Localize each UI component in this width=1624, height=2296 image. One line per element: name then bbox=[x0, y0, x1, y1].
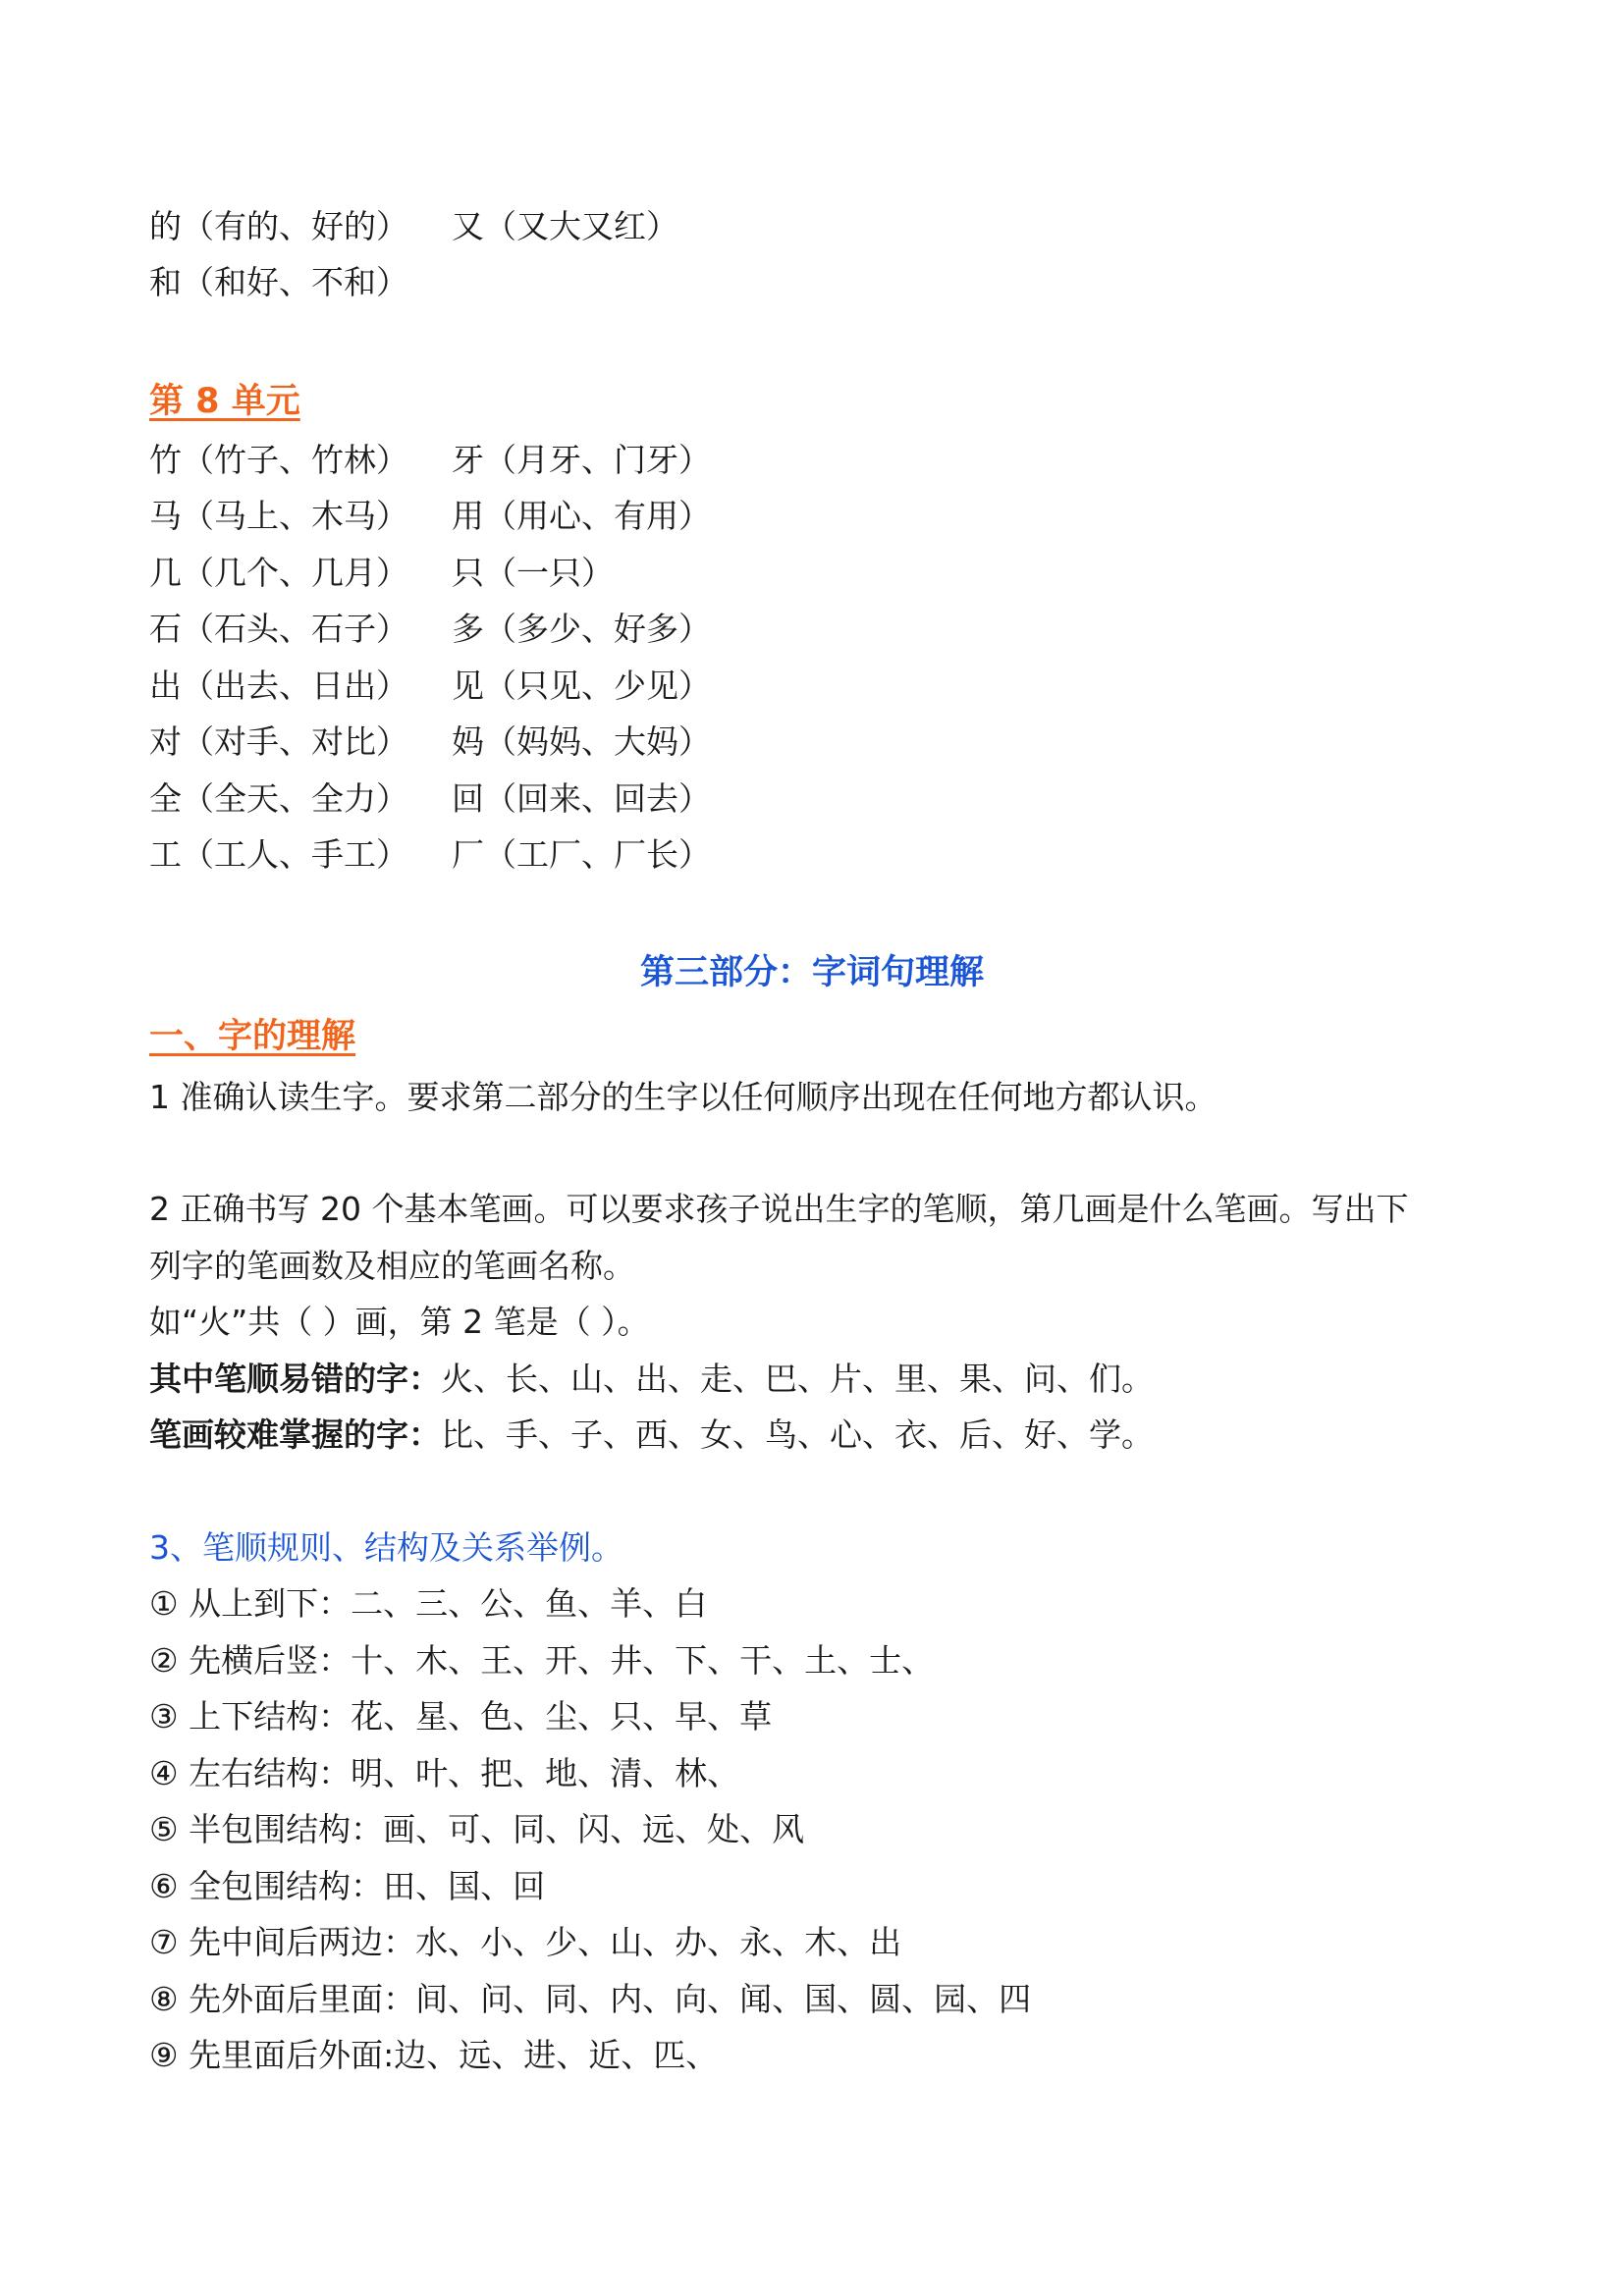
hard-chars-label: 笔画较难掌握的字： bbox=[149, 1415, 441, 1454]
word-entry-left: 出（出去、日出） bbox=[149, 667, 408, 705]
section-1-title: 一、字的理解 bbox=[149, 1017, 356, 1056]
word-entry-right: 回（回来、回去） bbox=[452, 779, 711, 818]
word-pair-row bbox=[149, 777, 711, 821]
word-pair-row bbox=[149, 665, 711, 708]
hard-chars: 比、手、子、西、女、鸟、心、衣、后、好、学。 bbox=[441, 1415, 1154, 1454]
stroke-rule-item: ① 从上到下：二、三、公、鱼、羊、白 bbox=[149, 1584, 708, 1623]
word-entry-left: 的（有的、好的） bbox=[149, 207, 408, 245]
stroke-rule-item: ③ 上下结构：花、星、色、尘、只、早、草 bbox=[149, 1697, 773, 1735]
word-pair-row bbox=[149, 608, 711, 651]
word-pair-row bbox=[149, 721, 711, 764]
error-prone-label: 其中笔顺易错的字： bbox=[149, 1360, 441, 1398]
word-entry-left: 几（几个、几月） bbox=[149, 554, 408, 592]
example-question: 如“火”共（ ）画，第 2 笔是（ ）。 bbox=[149, 1303, 650, 1341]
part-3-title: 第三部分：字词句理解 bbox=[639, 953, 984, 992]
stroke-rule-item: ⑥ 全包围结构：田、国、回 bbox=[149, 1867, 546, 1905]
stroke-rule-item: ⑨ 先里面后外面:边、远、进、近、匹、 bbox=[149, 2036, 719, 2074]
word-entry-left: 工（工人、手工） bbox=[149, 835, 408, 874]
word-entry-left: 竹（竹子、竹林） bbox=[149, 441, 408, 479]
error-prone-chars: 火、长、山、出、走、巴、片、里、果、问、们。 bbox=[441, 1360, 1154, 1398]
item-2-text-line2: 列字的笔画数及相应的笔画名称。 bbox=[149, 1247, 635, 1285]
word-pair-row bbox=[149, 833, 711, 877]
item-2-text-line1: 2 正确书写 20 个基本笔画。可以要求孩子说出生字的笔顺，第几画是什么笔画。写出下 bbox=[149, 1190, 1409, 1228]
word-entry-left: 石（石头、石子） bbox=[149, 610, 408, 648]
stroke-rule-item: ⑧ 先外面后里面：间、问、同、内、向、闻、国、圆、园、四 bbox=[149, 1980, 1032, 2018]
word-entry-right: 多（多少、好多） bbox=[452, 610, 711, 648]
word-entry-right: 只（一只） bbox=[452, 554, 614, 592]
word-entry-right: 厂（工厂、厂长） bbox=[452, 835, 711, 874]
word-entry-right: 牙（月牙、门牙） bbox=[452, 441, 711, 479]
stroke-rule-item: ④ 左右结构：明、叶、把、地、清、林、 bbox=[149, 1754, 740, 1792]
word-entry-right: 用（用心、有用） bbox=[452, 497, 711, 535]
hard-chars-line bbox=[149, 1414, 1154, 1457]
stroke-rule-item: ⑤ 半包围结构：画、可、同、闪、远、处、风 bbox=[149, 1810, 805, 1848]
word-pair-row bbox=[149, 495, 711, 538]
stroke-rule-item: ② 先横后竖：十、木、王、开、井、下、干、土、士、 bbox=[149, 1641, 935, 1680]
word-entry-left: 和（和好、不和） bbox=[149, 263, 408, 301]
word-entry-left: 马（马上、木马） bbox=[149, 497, 408, 535]
stroke-rule-item: ⑦ 先中间后两边：水、小、少、山、办、永、木、出 bbox=[149, 1923, 902, 1961]
word-entry-right: 又（又大又红） bbox=[452, 207, 678, 245]
word-pair-row bbox=[149, 439, 711, 482]
word-entry-right: 见（只见、少见） bbox=[452, 667, 711, 705]
item-3-title: 3、笔顺规则、结构及关系举例。 bbox=[149, 1528, 623, 1567]
word-entry-left: 对（对手、对比） bbox=[149, 722, 408, 761]
word-pair-row bbox=[149, 261, 452, 304]
word-pair-row bbox=[149, 552, 614, 595]
word-pair-row bbox=[149, 205, 678, 248]
word-entry-left: 全（全天、全力） bbox=[149, 779, 408, 818]
item-1-text: 1 准确认读生字。要求第二部分的生字以任何顺序出现在任何地方都认识。 bbox=[149, 1078, 1218, 1116]
unit-8-title: 第 8 单元 bbox=[149, 382, 300, 421]
word-entry-right: 妈（妈妈、大妈） bbox=[452, 722, 711, 761]
error-prone-chars-line bbox=[149, 1358, 1154, 1401]
